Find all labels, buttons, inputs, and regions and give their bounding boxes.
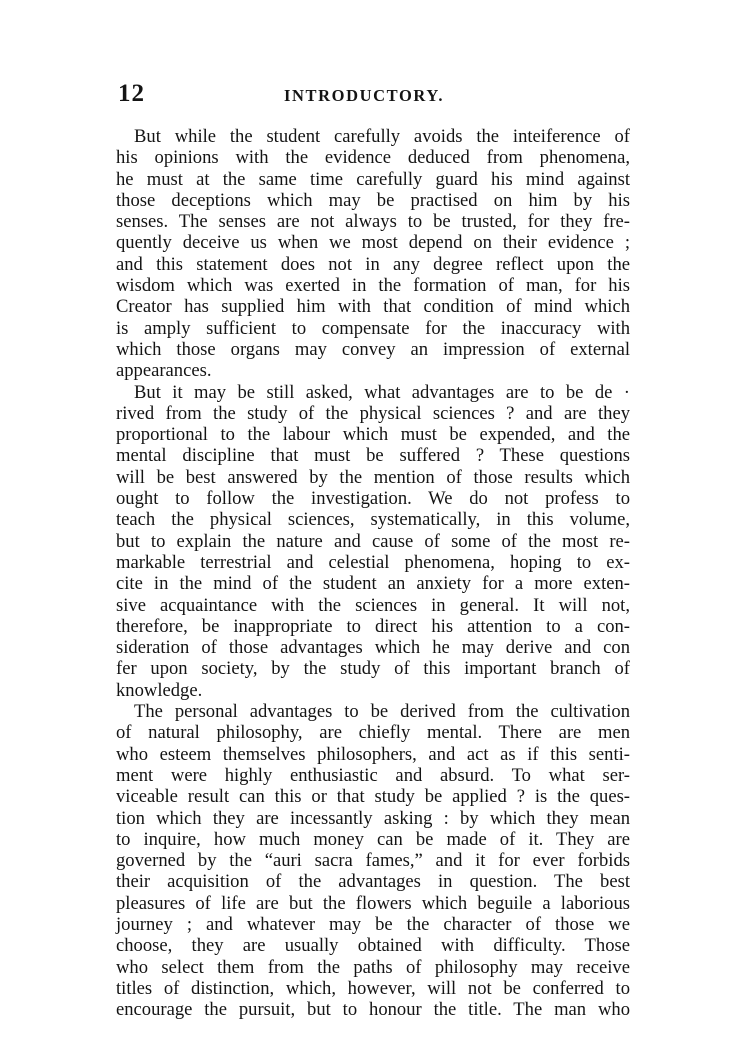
text-line: which those organs may convey an impression of external — [116, 338, 630, 360]
text-line: tion which they are incessantly asking : by which they mean — [116, 807, 630, 829]
text-line: But it may be still asked, what advantages are to be de · — [134, 381, 630, 403]
text-line: teach the physical sciences, systematically, in this volume, — [116, 509, 630, 531]
text-line: to inquire, how much money can be made of it. They are — [116, 828, 630, 850]
text-line: of natural philosophy, are chiefly mental. There are men — [116, 722, 630, 744]
text-line: those deceptions which may be practised on him by his — [116, 189, 630, 211]
text-line: proportional to the labour which must be expended, and the — [116, 424, 630, 446]
text-line: markable terrestrial and celestial phenomena, hoping to ex- — [116, 551, 630, 573]
text-line: But while the student carefully avoids the inteiference of — [134, 126, 630, 147]
page-number: 12 — [118, 80, 145, 107]
text-line: encourage the pursuit, but to honour the title. The man who — [116, 999, 630, 1021]
text-line: will be best answered by the mention of those results which — [116, 466, 630, 488]
text-line: governed by the “auri sacra fames,” and it for ever forbids — [116, 850, 630, 872]
text-line: ought to follow the investigation. We do not profess to — [116, 488, 630, 510]
paragraph — [116, 701, 630, 1020]
text-line: and this statement does not in any degree reflect upon the — [116, 253, 630, 275]
text-line: appearances. — [116, 360, 212, 382]
text-line: journey ; and whatever may be the character of those we — [116, 913, 630, 935]
text-line: his opinions with the evidence deduced from phenomena, — [116, 147, 630, 169]
text-line: therefore, be inappropriate to direct his attention to a con- — [116, 615, 630, 637]
text-line: mental discipline that must be suffered ? These questions — [116, 445, 630, 467]
text-line: is amply sufficient to compensate for the inaccuracy with — [116, 317, 630, 339]
text-line: who select them from the paths of philosophy may receive — [116, 956, 630, 978]
paragraph — [116, 126, 630, 382]
text-line: sideration of those advantages which he may derive and con — [116, 637, 630, 659]
text-line: titles of distinction, which, however, will not be conferred to — [116, 977, 630, 999]
text-line: cite in the mind of the student an anxiety for a more exten- — [116, 573, 630, 595]
text-line: who esteem themselves philosophers, and act as if this senti- — [116, 743, 630, 765]
text-line: knowledge. — [116, 679, 203, 701]
text-line: pleasures of life are but the flowers which beguile a laborious — [116, 892, 630, 914]
text-line: sive acquaintance with the sciences in general. It will not, — [116, 594, 630, 616]
text-line: their acquisition of the advantages in question. The best — [116, 871, 630, 893]
text-line: The personal advantages to be derived from the cultivation — [134, 701, 630, 723]
text-line: viceable result can this or that study be applied ? is the ques- — [116, 786, 630, 808]
body-text — [116, 126, 630, 1020]
paragraph — [116, 382, 630, 701]
text-line: Creator has supplied him with that condition of mind which — [116, 296, 630, 318]
text-line: wisdom which was exerted in the formation of man, for his — [116, 275, 630, 297]
text-line: ment were highly enthusiastic and absurd. To what ser- — [116, 764, 630, 786]
page-header — [118, 80, 630, 110]
text-line: senses. The senses are not always to be trusted, for they fre- — [116, 211, 630, 233]
text-line: choose, they are usually obtained with difficulty. Those — [116, 935, 630, 957]
text-line: he must at the same time carefully guard his mind against — [116, 168, 630, 190]
running-head: INTRODUCTORY. — [284, 86, 445, 105]
text-line: quently deceive us when we most depend on their evidence ; — [116, 232, 630, 254]
text-line: but to explain the nature and cause of some of the most re- — [116, 530, 630, 552]
text-line: rived from the study of the physical sciences ? and are they — [116, 402, 630, 424]
text-line: fer upon society, by the study of this important branch of — [116, 658, 630, 680]
